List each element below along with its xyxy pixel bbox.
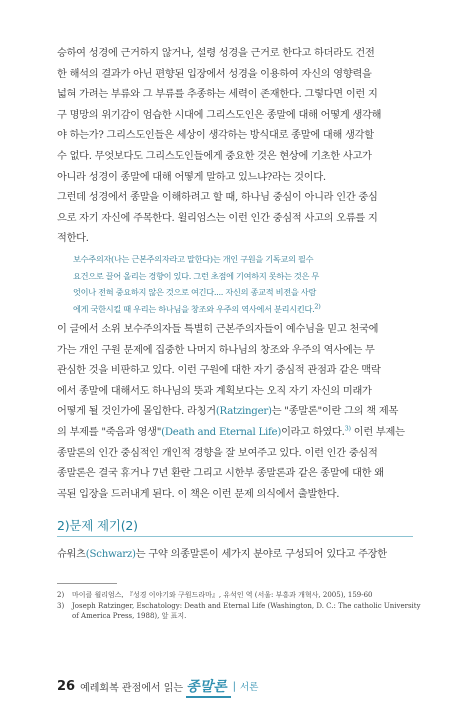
footnote-text: Joseph Ratzinger, Eschatology: Death and Eternal Life (Washington, D. C.: The catholic University [72, 601, 421, 610]
paragraph-3 [57, 320, 413, 505]
quote-line: 요건으로 끌어 올리는 경향이 있다. 그런 초점에 기여하지 못하는 것은 무 [73, 270, 319, 281]
quote-line-text: 에게 국한시킬 때 우리는 하나님을 창조와 우주의 역사에서 분리시킨다. [73, 303, 315, 314]
text-segment: 슈워츠 [57, 549, 86, 560]
footnote-text: 마이클 윌리엄스, 『성경 이야기와 구원드라마』, 유석인 역 (서울: 부흥과 개혁사, 2005), 159-60 [72, 591, 373, 599]
text-line: 승하여 성경에 근거하지 않거나, 설령 성경을 근거로 한다고 하더라도 건전 [57, 48, 375, 59]
text-line: 한 해석의 결과가 아닌 편향된 입장에서 성경을 이용하여 자신의 영향력을 [57, 68, 372, 80]
logo-text: 종말론 [186, 679, 227, 695]
logo-underline [186, 696, 231, 698]
text-segment: 는 구약 의종말론이 세가지 분야로 구성되어 있다고 주장한 [135, 549, 387, 560]
footnote-number: 3) [57, 601, 65, 610]
footnote-rule [57, 583, 117, 584]
text-line: 가는 개인 구원 문제에 집중한 나머지 하나님의 창조와 우주의 역사에는 무 [57, 344, 375, 356]
footnote-marker[interactable]: 3) [344, 424, 351, 433]
paragraph-1 [57, 44, 413, 188]
text-line: 이 글에서 소위 보수주의자들 특별히 근본주의자들이 예수님을 믿고 천국에 [57, 324, 379, 335]
page-footer [57, 676, 258, 696]
ratzinger-name: (Ratzinger) [215, 406, 272, 418]
text-line: 넓혀 가려는 부류와 그 부류를 추종하는 세력이 존재한다. 그렇다면 이런 지 [57, 89, 378, 101]
section-heading: 2)문제 제기(2) [57, 518, 138, 533]
quote-line: 보수주의자(나는 근본주의자라고 말한다)는 개인 구원을 기독교의 필수 [73, 254, 314, 264]
text-line: 에서 종말에 대해서도 하나님의 뜻과 계획보다는 오직 자기 자신의 미래가 [57, 385, 372, 397]
text-line: 적한다. [57, 233, 89, 245]
text-line: 종말론의 인간 중심적인 개인적 경향을 잘 보여주고 있다. 이런 인간 중심적 [57, 447, 378, 459]
block-quote [73, 251, 403, 317]
text-segment: 이라고 하였다. [281, 426, 345, 438]
quote-line: 엇이나 전혀 중요하지 않은 것으로 여긴다.... 자신의 종교적 비전을 사람 [73, 287, 316, 298]
footnote-2 [57, 590, 417, 601]
text-line: 곡된 입장을 드러내게 된다. 이 책은 이런 문제 의식에서 출발한다. [57, 488, 340, 500]
paragraph-2 [57, 188, 413, 250]
text-line: 관심한 것을 비판하고 있다. 이런 구원에 대한 자기 중심적 관점과 같은 맥락 [57, 365, 381, 377]
footnotes [57, 590, 421, 622]
paragraph-4 [57, 545, 413, 566]
footnote-marker[interactable]: 2) [314, 302, 321, 311]
footnote-3-continued: of America Press, 1988), 앞 표지. [72, 612, 187, 621]
english-subtitle: (Death and Eternal Life) [161, 426, 282, 438]
text-line: 그런데 성경에서 종말을 이해하려고 할 때, 하나님 중심이 아니라 인간 중심 [57, 192, 378, 203]
text-segment: 의 부제를 "죽음과 영생" [57, 426, 162, 438]
text-line [57, 423, 413, 444]
footnote-3 [57, 601, 421, 612]
heading-rule [57, 536, 413, 537]
text-line [57, 402, 413, 423]
text-line: 구 명망의 위기감이 엄습한 시대에 그리스도인은 종말에 대해 어떻게 생각해 [57, 109, 382, 121]
text-line [57, 545, 413, 566]
text-line: 아니라 성경이 종말에 대해 어떻게 말하고 있느냐?라는 것이다. [57, 171, 326, 183]
book-logo [186, 676, 227, 696]
text-line: 수 없다. 무엇보다도 그리스도인들에게 중요한 것은 현상에 기초한 사고가 [57, 150, 372, 162]
text-line: 야 하는가? 그리스도인들은 세상이 생각하는 방식대로 종말에 대해 생각할 [57, 130, 374, 142]
text-line: 종말론은 결국 휴거나 7년 환란 그리고 시한부 종말론과 같은 종말에 대한 왜 [57, 468, 384, 480]
footer-separator: | [232, 680, 237, 692]
text-line: 으로 자기 자신에 주목한다. 윌리엄스는 이런 인간 중심적 사고의 오류를 지 [57, 212, 378, 224]
footnote-number: 2) [57, 591, 65, 599]
page-number: 26 [57, 678, 76, 694]
section-name: 서론 [240, 682, 259, 693]
text-segment: 이런 부제는 [350, 426, 405, 438]
schwarz-name: (Schwarz) [85, 549, 136, 560]
book-title: 예레회복 관점에서 읽는 [80, 682, 184, 694]
quote-line [73, 301, 403, 318]
text-segment: 는 "종말론"이란 그의 책 제목 [271, 406, 399, 418]
text-segment: 어떻게 될 것인가에 몰입한다. 라칭거 [57, 406, 216, 418]
